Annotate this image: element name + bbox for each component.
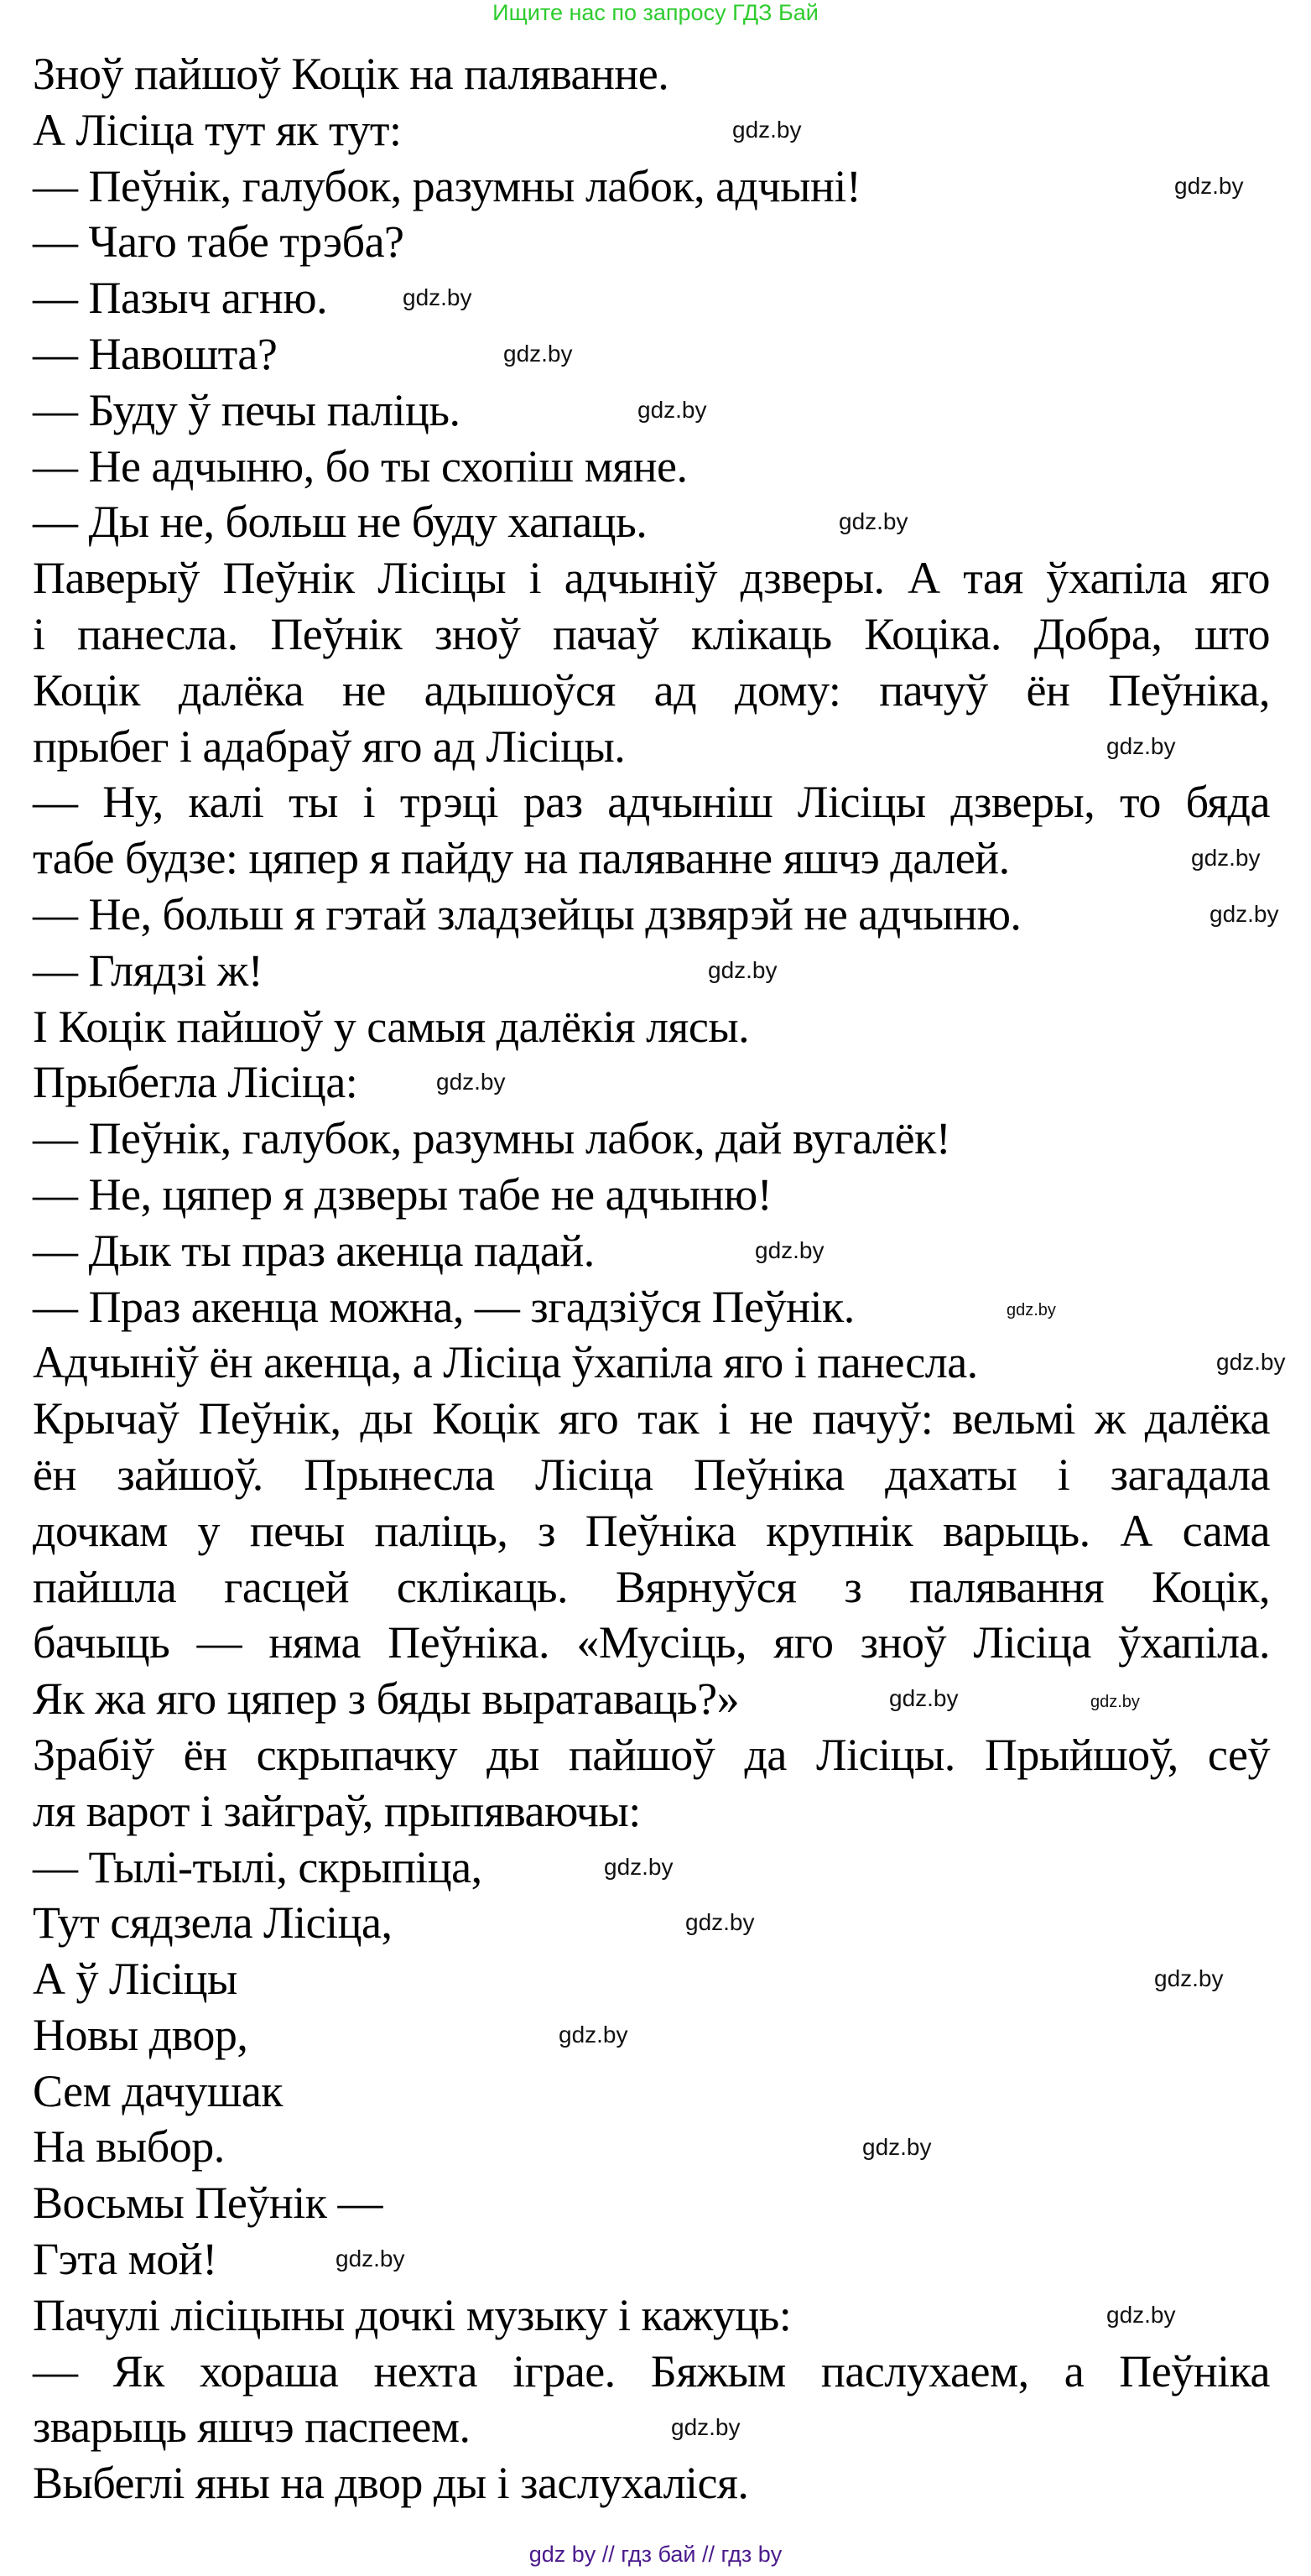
watermark: gdz.by [637,397,707,423]
watermark: gdz.by [839,508,908,534]
text-line: Прыбегла Лісіца: [33,1057,358,1108]
watermark: gdz.by [889,1685,959,1711]
watermark: gdz.by [732,117,802,143]
text-line: — Праз акенца можна, — згадзіўся Пеўнік. [33,1281,855,1332]
text-line: прыбег і адабраў яго ад Лісіцы. [33,721,626,772]
text-line: Зрабіў ён скрыпачку ды пайшоў да Лісіцы. Прыйшоў, сеў [33,1729,1270,1780]
text-line: — Ну, калі ты і трэці раз адчыніш Лісіцы дзверы, то бяда [33,777,1270,828]
watermark: gdz.by [1090,1693,1140,1711]
text-line: Крычаў Пеўнік, ды Коцік яго так і не пачуў: вельмі ж далёка [33,1393,1270,1444]
text-line: зварыць яшчэ паспеем. [33,2402,471,2453]
text-line: Тут сядзела Лісіца, [33,1897,393,1949]
text-line: — Чаго табе трэба? [33,216,404,268]
watermark: gdz.by [708,957,778,983]
text-line: А Лісіца тут як тут: [33,104,402,155]
text-line: Новы двор, [33,2009,248,2060]
watermark: gdz.by [685,1909,755,1935]
watermark: gdz.by [1007,1301,1056,1319]
text-line: табе будзе: цяпер я пайду на паляванне яшчэ далей. [33,833,1010,884]
text-line: На выбор. [33,2121,225,2173]
text-line: Гэта мой! [33,2234,217,2285]
text-line: Выбеглі яны на двор ды і заслухаліся. [33,2458,749,2509]
watermark: gdz.by [1191,845,1261,871]
text-line: Адчыніў ён акенца, а Лісіца ўхапіла яго і панесла. [33,1337,978,1388]
watermark: gdz.by [1154,1965,1224,1991]
watermark: gdz.by [436,1069,506,1095]
watermark: gdz.by [559,2022,628,2048]
text-line: ля варот і зайграў, прыпяваючы: [33,1785,641,1836]
text-line: дочкам у печы паліць, з Пеўніка крупнік варыць. А сама [33,1505,1270,1556]
watermark: gdz.by [1216,1349,1286,1375]
text-line: — Пеўнік, галубок, разумны лабок, дай вугалёк! [33,1113,951,1164]
watermark: gdz.by [503,341,573,367]
text-line: — Навошта? [33,328,278,379]
watermark: gdz.by [1106,733,1176,759]
text-line: — Не, больш я гэтай зладзейцы дзвярэй не адчыню. [33,888,1022,939]
text-line: — Ды не, больш не буду хапаць. [33,497,648,548]
text-line: І Коцік пайшоў у самыя далёкія лясы. [33,1001,750,1052]
text-line: — Пазыч агню. [33,273,328,324]
watermark: gdz.by [1210,901,1279,927]
text-line: Зноў пайшоў Коцік на паляванне. [33,49,669,99]
text-line: — Тылі-тылі, скрыпіца, [33,1841,482,1892]
text-line: і панесла. Пеўнік зноў пачаў клікаць Коціка. Добра, што [33,608,1270,659]
watermark: gdz.by [403,284,472,310]
watermark: gdz.by [671,2414,741,2440]
watermark: gdz.by [1174,173,1244,199]
text-line: Паверыў Пеўнік Лісіцы і адчыніў дзверы. А тая ўхапіла яго [33,553,1270,604]
text-line: — Як хораша нехта іграе. Бяжым паслухаем, а Пеўніка [33,2345,1270,2396]
text-line: А ў Лісіцы [33,1954,237,2005]
text-line: ён зайшоў. Прынесла Лісіца Пеўніка дахаты і загадала [33,1449,1270,1500]
search-hint-banner: Ищите нас по запросу ГДЗ Бай [492,0,819,25]
watermark: gdz.by [1106,2302,1176,2328]
text-line: Восьмы Пеўнік — [33,2178,383,2229]
text-line: Коцік далёка не адышоўся ад дому: пачуў ён Пеўніка, [33,664,1270,716]
text-line: — Глядзі ж! [33,945,263,996]
text-line: — Буду ў печы паліць. [33,384,460,435]
text-line: бачыць — няма Пеўніка. «Мусіць, яго зноў Лісіца ўхапіла. [33,1617,1270,1668]
watermark: gdz.by [862,2134,932,2160]
text-line: Пачулі лісіцыны дочкі музыку і кажуць: [33,2289,792,2340]
text-line: — Не адчыню, бо ты схопіш мяне. [33,440,688,492]
text-line: — Дык ты праз акенца падай. [33,1225,595,1276]
text-line: Як жа яго цяпер з бяды выратаваць?» [33,1673,740,1725]
watermark: gdz.by [336,2246,405,2272]
text-line: пайшла гасцей склікаць. Вярнуўся з палявання Коцік, [33,1561,1270,1612]
watermark: gdz.by [755,1237,825,1263]
text-line: Сем дачушак [33,2065,284,2116]
text-line: — Пеўнік, галубок, разумны лабок, адчыні! [33,160,861,211]
watermark: gdz.by [604,1854,674,1880]
text-line: — Не, цяпер я дзверы табе не адчыню! [33,1168,773,1220]
footer-links: gdz by // гдз бай // гдз by [528,2542,783,2567]
